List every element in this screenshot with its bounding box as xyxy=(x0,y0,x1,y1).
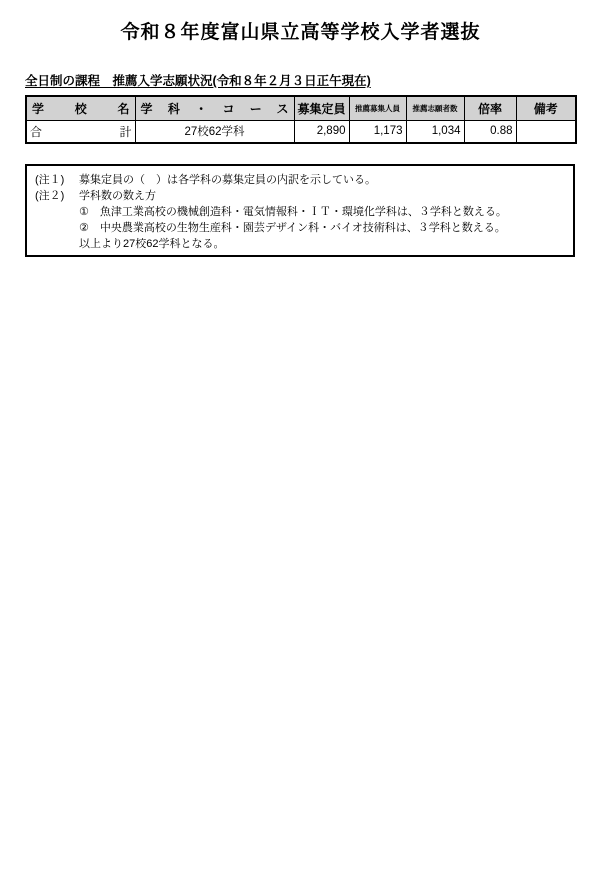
total-row xyxy=(26,120,576,143)
note-2-item-2: ② 中央農業高校の生物生産科・園芸デザイン科・バイオ技術科は、３学科と数える。 xyxy=(79,221,506,234)
column-header-remarks: 備考 xyxy=(516,96,576,120)
total-capacity-cell: 2,890 xyxy=(294,120,349,143)
note-2-item-1: ① 魚津工業高校の機械創造科・電気情報科・ＩＴ・環境化学科は、３学科と数える。 xyxy=(79,205,507,218)
note-line-2 xyxy=(35,188,565,204)
total-school-cell: 合計 xyxy=(26,120,135,143)
note-line-4 xyxy=(35,220,565,236)
note-line-5 xyxy=(35,236,565,252)
document-page xyxy=(0,17,601,884)
column-header-dept: 学科・コース xyxy=(135,96,294,120)
note-2-closing: 以上より27校62学科となる。 xyxy=(79,237,225,250)
note-1-label: (注１) xyxy=(35,173,65,186)
total-quota-cell: 1,173 xyxy=(349,120,406,143)
note-line-1 xyxy=(35,172,565,188)
note-2-text: 学科数の数え方 xyxy=(79,189,156,202)
admissions-table xyxy=(25,95,577,144)
column-header-ratio: 倍率 xyxy=(464,96,516,120)
column-header-quota: 推薦募集人員 xyxy=(349,96,406,120)
page-title: 令和８年度富山県立高等学校入学者選抜 xyxy=(120,22,481,43)
column-header-capacity: 募集定員 xyxy=(294,96,349,120)
admissions-table-body xyxy=(26,120,576,143)
column-header-applicants: 推薦志願者数 xyxy=(406,96,464,120)
total-label-cell: 27校62学科 xyxy=(135,120,294,143)
note-2-label: (注２) xyxy=(35,189,65,202)
column-header-school: 学校名 xyxy=(26,96,135,120)
total-remarks-cell xyxy=(516,120,576,143)
notes-box xyxy=(25,164,575,257)
total-applicants-cell: 1,034 xyxy=(406,120,464,143)
note-line-3 xyxy=(35,204,565,220)
total-ratio-cell: 0.88 xyxy=(464,120,516,143)
document-subtitle: 全日制の課程 推薦入学志願状況(令和８年２月３日正午現在) xyxy=(25,74,371,88)
note-1-text: 募集定員の（ ）は各学科の募集定員の内訳を示している。 xyxy=(79,173,376,186)
table-header-row xyxy=(26,96,576,120)
